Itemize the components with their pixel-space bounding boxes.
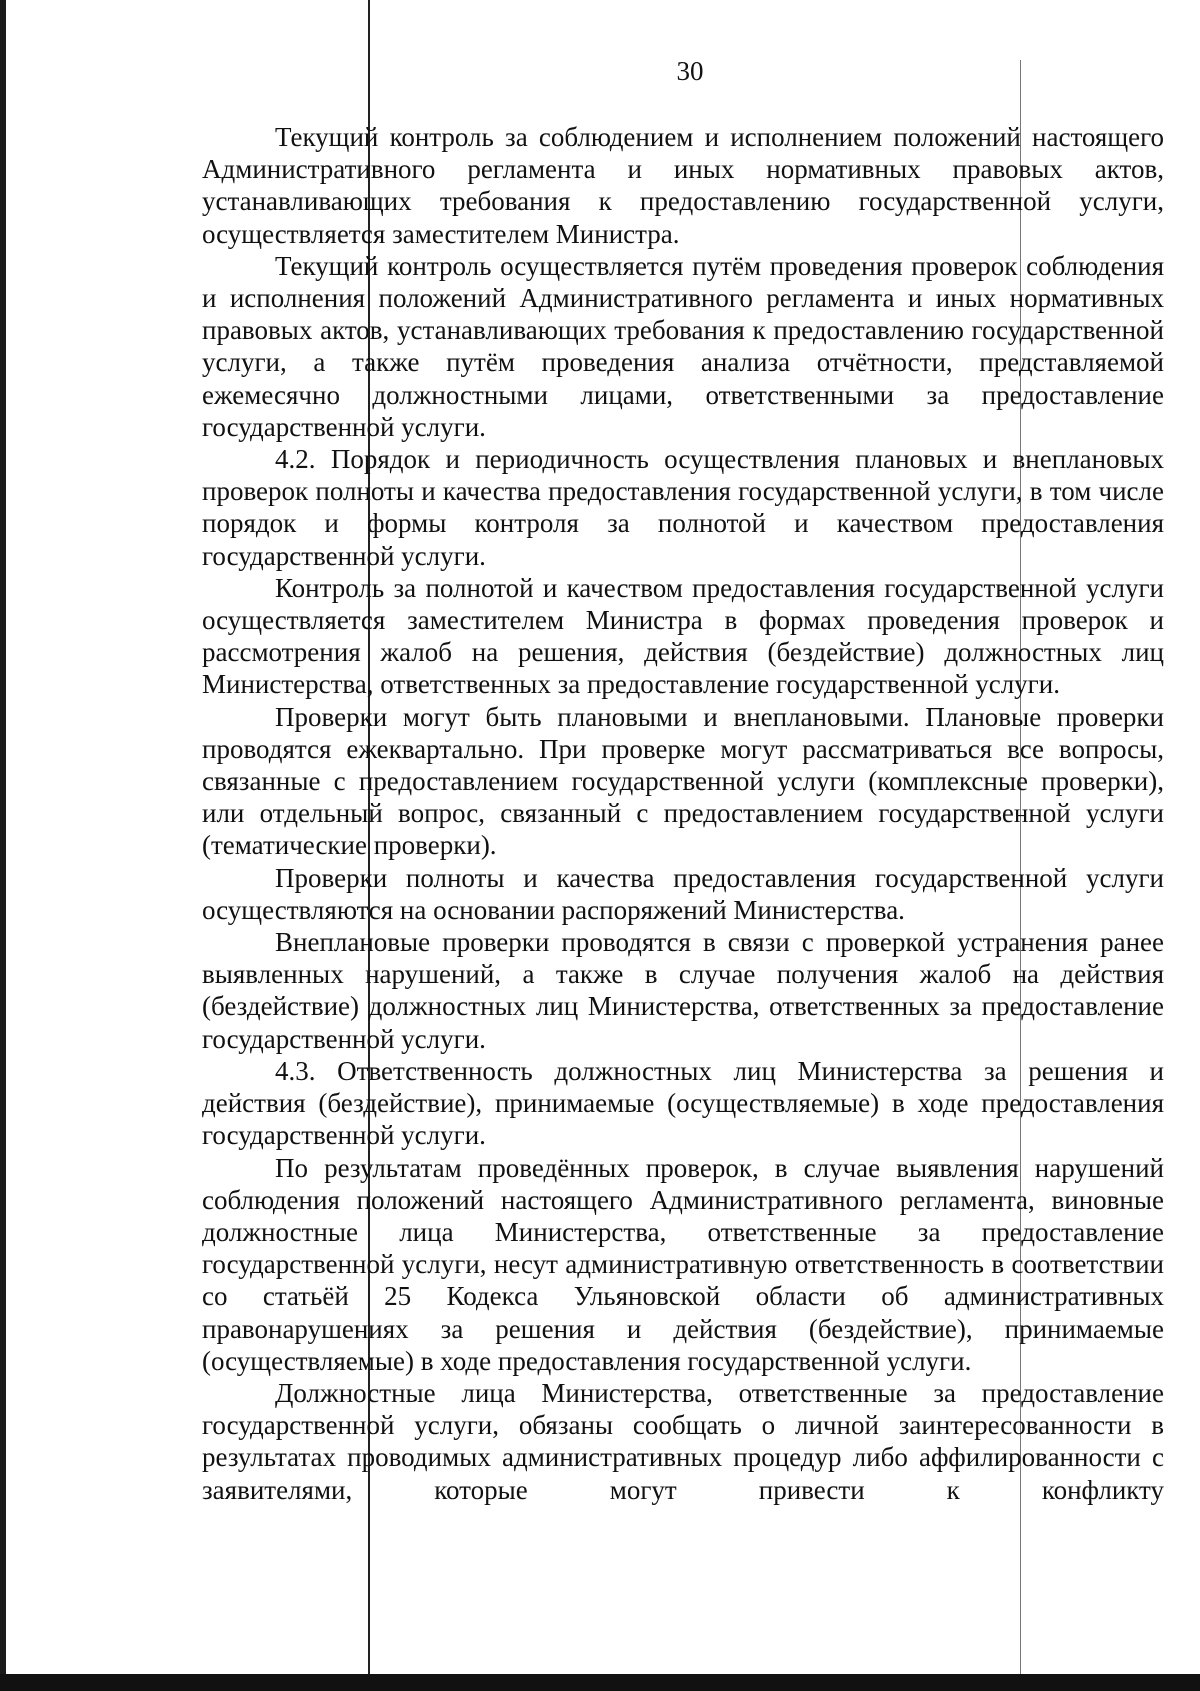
paragraph-liability: По результатам проведённых проверок, в случае выявления нарушений соблюдения положений настоящего Административного регламента, виновные должностные лица Министерства, ответственные за предоставление государственной услуги, несут административную ответственность в соответствии со статьёй 25 Кодекса Ульяновской области об административных правонарушениях за решения и действия (бездействие), принимаемые (осуществляемые) в ходе предоставления государственной услуги. <box>202 1152 1164 1376</box>
scan-bottom-edge <box>0 1674 1200 1691</box>
paragraph-inspection-basis: Проверки полноты и качества предоставления государственной услуги осуществляются на основании распоряжений Министерства. <box>202 862 1164 925</box>
paragraph-conflict-of-interest: Должностные лица Министерства, ответственные за предоставление государственной услуги, обязаны сообщать о личной заинтересованности в результатах проводимых административных процедур либо аффилированности с заявителями, которые могут привести к конфликту <box>202 1377 1164 1505</box>
paragraph-quality-control: Контроль за полнотой и качеством предоставления государственной услуги осуществляется заместителем Министра в формах проведения проверок и рассмотрения жалоб на решения, действия (бездействие) должностных лиц Министерства, ответственных за предоставление государственной услуги. <box>202 572 1164 700</box>
paragraph-inspection-types: Проверки могут быть плановыми и внеплановыми. Плановые проверки проводятся ежеквартально. При проверке могут рассматриваться все вопросы, связанные с предоставлением государственной услуги (комплексные проверки), или отдельный вопрос, связанный с предоставлением государственной услуги (тематические проверки). <box>202 701 1164 861</box>
section-heading-4-3: 4.3. Ответственность должностных лиц Министерства за решения и действия (бездействие), принимаемые (осуществляемые) в ходе предоставления государственной услуги. <box>202 1055 1164 1151</box>
paragraph-current-control-method: Текущий контроль осуществляется путём проведения проверок соблюдения и исполнения положений Административного регламента и иных нормативных правовых актов, устанавливающих требования к предоставлению государственной услуги, а также путём проведения анализа отчётности, представляемой ежемесячно должностными лицами, ответственными за предоставление государственной услуги. <box>202 250 1164 442</box>
section-heading-4-2: 4.2. Порядок и периодичность осуществления плановых и внеплановых проверок полноты и качества предоставления государственной услуги, в том числе порядок и формы контроля за полнотой и качеством предоставления государственной услуги. <box>202 444 1164 571</box>
paragraph-unscheduled-inspections: Внеплановые проверки проводятся в связи с проверкой устранения ранее выявленных нарушений, а также в случае получения жалоб на действия (бездействие) должностных лиц Министерства, ответственных за предоставление государственной услуги. <box>202 927 1164 1054</box>
scan-left-edge <box>0 0 6 1691</box>
document-body <box>202 121 1164 1506</box>
paragraph-current-control: Текущий контроль за соблюдением и исполнением положений настоящего Административного регламента и иных нормативных правовых актов, устанавливающих требования к предоставлению государственной услуги, осуществляется заместителем Министра. <box>202 122 1164 249</box>
page-number: 30 <box>676 56 704 86</box>
